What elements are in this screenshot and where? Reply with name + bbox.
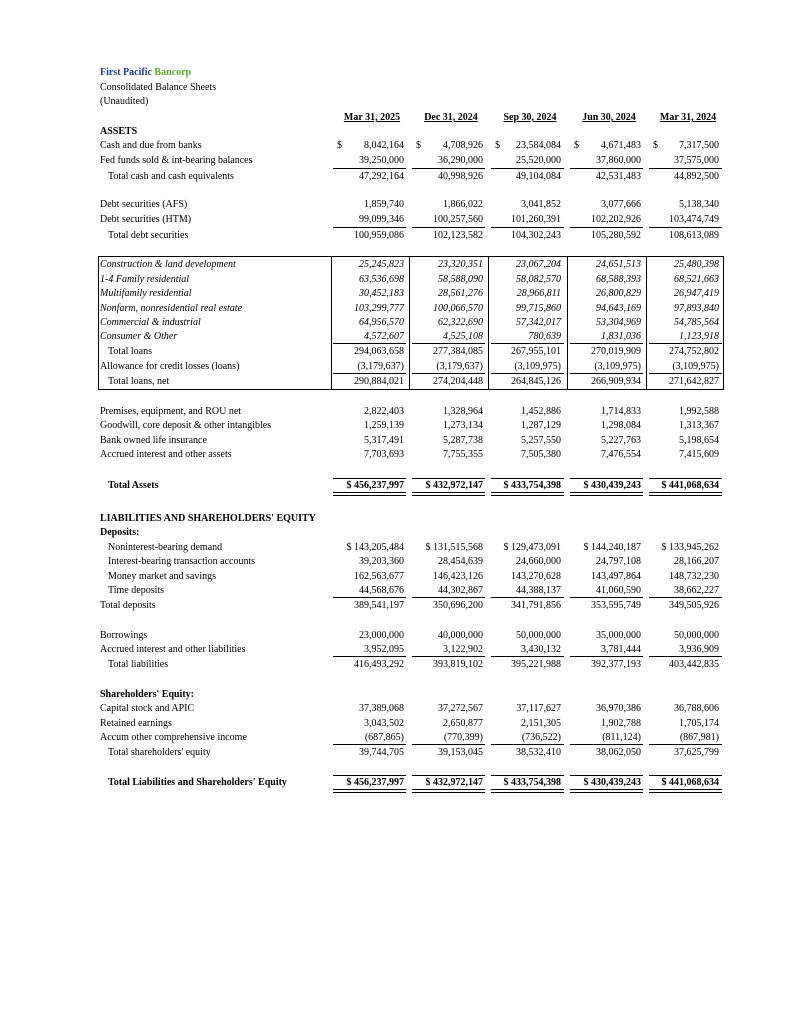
document-title: Consolidated Balance Sheets	[100, 82, 217, 93]
value-cell: 146,423,126	[433, 571, 483, 582]
value-cell: 349,505,926	[669, 600, 719, 611]
table-row	[0, 555, 791, 569]
rule-line	[333, 597, 406, 598]
value-cell: 7,755,355	[443, 449, 483, 460]
value-cell: 1,831,036	[601, 331, 641, 342]
table-row	[0, 154, 791, 168]
value-cell: 100,959,086	[354, 230, 404, 241]
value-cell: 5,287,738	[443, 435, 483, 446]
value-cell: 5,317,491	[364, 435, 404, 446]
column-headers	[0, 111, 791, 125]
value-cell: 4,525,108	[443, 331, 483, 342]
value-cell: 5,257,550	[521, 435, 561, 446]
row-label: Total debt securities	[108, 230, 189, 241]
value-cell: 44,388,137	[516, 585, 561, 596]
value-cell: 68,588,393	[596, 274, 641, 285]
row-label: Fed funds sold & int-bearing balances	[100, 155, 253, 166]
rule-line	[649, 775, 722, 776]
rule-line	[412, 744, 485, 745]
value-cell: 2,151,305	[521, 718, 561, 729]
value-cell: (3,109,975)	[514, 361, 561, 372]
table-row	[0, 419, 791, 433]
row-label: Cash and due from banks	[100, 140, 202, 151]
value-cell: (770,399)	[443, 732, 483, 743]
value-cell: 24,660,000	[516, 556, 561, 567]
value-cell: 162,563,677	[354, 571, 404, 582]
row-label: Debt securities (AFS)	[100, 199, 188, 210]
row-label: Debt securities (HTM)	[100, 214, 192, 225]
value-cell: 105,280,592	[591, 230, 641, 241]
value-cell: 30,452,183	[359, 288, 404, 299]
value-cell: 2,822,403	[364, 406, 404, 417]
value-cell: 28,454,639	[438, 556, 483, 567]
value-cell: 26,800,829	[596, 288, 641, 299]
value-cell: 4,572,607	[364, 331, 404, 342]
rule-line	[491, 227, 564, 228]
table-row	[0, 717, 791, 731]
row-label: Noninterest-bearing demand	[108, 542, 223, 553]
rule-line	[570, 656, 643, 657]
rule-line	[491, 597, 564, 598]
value-cell: 58,082,570	[516, 274, 561, 285]
table-row	[0, 541, 791, 555]
table-row	[0, 213, 791, 227]
value-cell: $ 433,754,398	[503, 777, 561, 788]
value-cell: 41,060,590	[596, 585, 641, 596]
value-cell: 37,575,000	[674, 155, 719, 166]
value-cell: 37,625,799	[674, 747, 719, 758]
value-cell: 37,117,627	[516, 703, 561, 714]
value-cell: 103,474,749	[669, 214, 719, 225]
value-cell: 5,227,763	[601, 435, 641, 446]
value-cell: 1,287,129	[521, 420, 561, 431]
value-cell: 3,936,909	[679, 644, 719, 655]
double-rule	[412, 492, 485, 496]
value-cell: 4,671,483	[601, 140, 641, 151]
value-cell: $ 430,439,243	[583, 777, 641, 788]
table-row	[0, 599, 791, 613]
value-cell: 7,317,500	[679, 140, 719, 151]
value-cell: 7,415,609	[679, 449, 719, 460]
value-cell: 39,744,705	[359, 747, 404, 758]
table-row	[0, 702, 791, 716]
table-row	[0, 229, 791, 243]
table-row	[0, 512, 791, 526]
table-row	[0, 125, 791, 139]
brand-part-1: First Pacific	[100, 67, 152, 78]
value-cell: 44,892,500	[674, 171, 719, 182]
value-cell: 341,791,856	[511, 600, 561, 611]
value-cell: 1,992,588	[679, 406, 719, 417]
value-cell: 1,866,022	[443, 199, 483, 210]
value-cell: 28,561,276	[438, 288, 483, 299]
value-cell: 274,752,802	[669, 346, 719, 357]
row-label: Commercial & industrial	[100, 317, 201, 328]
value-cell: 1,273,134	[443, 420, 483, 431]
rule-line	[333, 478, 406, 479]
column-header: Mar 31, 2025	[343, 112, 401, 123]
value-cell: 23,067,204	[516, 259, 561, 270]
column-header: Sep 30, 2024	[503, 112, 557, 123]
table-row	[0, 731, 791, 745]
row-label: ASSETS	[100, 126, 138, 137]
value-cell: (3,109,975)	[672, 361, 719, 372]
value-cell: 28,166,207	[674, 556, 719, 567]
double-rule	[333, 789, 406, 793]
value-cell: 395,221,988	[511, 659, 561, 670]
value-cell: 97,893,840	[674, 303, 719, 314]
value-cell: 1,714,833	[601, 406, 641, 417]
row-label: Deposits:	[100, 527, 140, 538]
row-label: Retained earnings	[100, 718, 172, 729]
value-cell: 1,452,886	[521, 406, 561, 417]
double-rule	[649, 789, 722, 793]
table-row	[0, 688, 791, 702]
table-row	[0, 776, 791, 790]
document-subtitle: (Unaudited)	[100, 96, 149, 107]
value-cell: 44,302,867	[438, 585, 483, 596]
value-cell: 353,595,749	[591, 600, 641, 611]
row-label: LIABILITIES AND SHAREHOLDERS' EQUITY	[100, 513, 316, 524]
table-row	[0, 479, 791, 493]
value-cell: (687,865)	[364, 732, 404, 743]
value-cell: 50,000,000	[516, 630, 561, 641]
value-cell: 416,493,292	[354, 659, 404, 670]
value-cell: 40,000,000	[438, 630, 483, 641]
row-label: Accrued interest and other liabilities	[100, 644, 246, 655]
value-cell: 68,521,663	[674, 274, 719, 285]
value-cell: 24,797,108	[596, 556, 641, 567]
rule-line	[570, 744, 643, 745]
rule-line	[412, 478, 485, 479]
rule-line	[491, 656, 564, 657]
double-rule	[649, 492, 722, 496]
row-label: Capital stock and APIC	[100, 703, 195, 714]
currency-sign: $	[337, 140, 342, 151]
value-cell: 389,541,197	[354, 600, 404, 611]
value-cell: 264,845,126	[511, 376, 561, 387]
value-cell: 148,732,230	[669, 571, 719, 582]
double-rule	[412, 789, 485, 793]
value-cell: $ 441,068,634	[661, 480, 719, 491]
double-rule	[491, 492, 564, 496]
value-cell: 50,000,000	[674, 630, 719, 641]
rule-line	[333, 168, 406, 169]
rule-line	[333, 775, 406, 776]
value-cell: 49,104,084	[516, 171, 561, 182]
value-cell: 403,442,835	[669, 659, 719, 670]
value-cell: 39,203,360	[359, 556, 404, 567]
value-cell: 35,000,000	[596, 630, 641, 641]
table-row	[0, 198, 791, 212]
double-rule	[570, 789, 643, 793]
value-cell: (3,179,637)	[436, 361, 483, 372]
value-cell: 780,639	[528, 331, 561, 342]
value-cell: 26,947,419	[674, 288, 719, 299]
rule-line	[649, 227, 722, 228]
value-cell: 28,966,811	[516, 288, 561, 299]
value-cell: 3,043,502	[364, 718, 404, 729]
value-cell: $ 144,240,187	[583, 542, 641, 553]
value-cell: 36,290,000	[438, 155, 483, 166]
rule-line	[649, 656, 722, 657]
value-cell: 1,902,788	[601, 718, 641, 729]
value-cell: 44,568,676	[359, 585, 404, 596]
row-label: Money market and savings	[108, 571, 217, 582]
column-divider	[331, 256, 332, 390]
rule-line	[649, 744, 722, 745]
value-cell: $ 131,515,568	[425, 542, 483, 553]
brand-part-2: Bancorp	[154, 67, 192, 78]
column-divider	[409, 256, 410, 390]
value-cell: 64,956,570	[359, 317, 404, 328]
row-label: Borrowings	[100, 630, 148, 641]
value-cell: 1,298,084	[601, 420, 641, 431]
table-row	[0, 746, 791, 760]
value-cell: 37,272,567	[438, 703, 483, 714]
table-row	[0, 629, 791, 643]
value-cell: 99,715,860	[516, 303, 561, 314]
value-cell: 23,584,084	[516, 140, 561, 151]
value-cell: 24,651,513	[596, 259, 641, 270]
value-cell: 143,270,628	[511, 571, 561, 582]
value-cell: 47,292,164	[359, 171, 404, 182]
value-cell: (811,124)	[602, 732, 641, 743]
value-cell: 100,257,560	[433, 214, 483, 225]
value-cell: 25,480,398	[674, 259, 719, 270]
row-label: Bank owned life insurance	[100, 435, 207, 446]
row-label: Total deposits	[100, 600, 156, 611]
value-cell: 1,705,174	[679, 718, 719, 729]
value-cell: 101,260,391	[511, 214, 561, 225]
rule-line	[491, 478, 564, 479]
value-cell: 39,250,000	[359, 155, 404, 166]
row-label: Consumer & Other	[100, 331, 178, 342]
value-cell: 3,077,666	[601, 199, 641, 210]
value-cell: 393,819,102	[433, 659, 483, 670]
rule-line	[649, 168, 722, 169]
value-cell: 100,066,570	[433, 303, 483, 314]
rule-line	[412, 168, 485, 169]
column-header: Dec 31, 2024	[424, 112, 478, 123]
value-cell: 3,952,095	[364, 644, 404, 655]
value-cell: 36,970,386	[596, 703, 641, 714]
column-divider	[567, 256, 568, 390]
value-cell: 36,788,606	[674, 703, 719, 714]
value-cell: (736,522)	[521, 732, 561, 743]
value-cell: 270,019,909	[591, 346, 641, 357]
row-label: Accrued interest and other assets	[100, 449, 232, 460]
rule-line	[333, 744, 406, 745]
value-cell: 350,696,200	[433, 600, 483, 611]
value-cell: 1,259,139	[364, 420, 404, 431]
rule-line	[570, 775, 643, 776]
row-label: Accum other comprehensive income	[100, 732, 247, 743]
value-cell: 102,202,926	[591, 214, 641, 225]
value-cell: (3,179,637)	[357, 361, 404, 372]
value-cell: 63,536,698	[359, 274, 404, 285]
rule-line	[649, 478, 722, 479]
double-rule	[491, 789, 564, 793]
value-cell: 3,041,852	[521, 199, 561, 210]
currency-sign: $	[416, 140, 421, 151]
value-cell: 3,430,132	[521, 644, 561, 655]
table-row	[0, 139, 791, 153]
value-cell: (3,109,975)	[594, 361, 641, 372]
rule-line	[491, 168, 564, 169]
value-cell: $ 432,972,147	[425, 777, 483, 788]
value-cell: (867,981)	[679, 732, 719, 743]
value-cell: 1,123,918	[679, 331, 719, 342]
rule-line	[491, 744, 564, 745]
value-cell: 42,531,483	[596, 171, 641, 182]
value-cell: 94,643,169	[596, 303, 641, 314]
table-row	[0, 658, 791, 672]
column-header: Jun 30, 2024	[582, 112, 636, 123]
table-row	[0, 584, 791, 598]
value-cell: 7,476,554	[601, 449, 641, 460]
value-cell: 277,384,085	[433, 346, 483, 357]
value-cell: $ 143,205,484	[346, 542, 404, 553]
rule-line	[412, 597, 485, 598]
value-cell: 8,042,164	[364, 140, 404, 151]
value-cell: $ 133,945,262	[661, 542, 719, 553]
rule-line	[570, 597, 643, 598]
value-cell: 53,304,969	[596, 317, 641, 328]
value-cell: 103,299,777	[354, 303, 404, 314]
value-cell: 102,123,582	[433, 230, 483, 241]
table-row	[0, 448, 791, 462]
value-cell: 271,642,827	[669, 376, 719, 387]
row-label: Total loans, net	[108, 376, 170, 387]
value-cell: 38,062,050	[596, 747, 641, 758]
row-label: Allowance for credit losses (loans)	[100, 361, 240, 372]
table-row	[0, 405, 791, 419]
row-label: Time deposits	[108, 585, 165, 596]
rule-line	[412, 656, 485, 657]
row-label: Multifamily residential	[100, 288, 192, 299]
value-cell: 1,328,964	[443, 406, 483, 417]
rule-line	[570, 227, 643, 228]
row-label: Premises, equipment, and ROU net	[100, 406, 242, 417]
table-row	[0, 170, 791, 184]
value-cell: 23,320,351	[438, 259, 483, 270]
rule-line	[491, 775, 564, 776]
row-label: Shareholders' Equity:	[100, 689, 194, 700]
row-label: Total Liabilities and Shareholders' Equity	[108, 777, 287, 788]
table-row	[0, 434, 791, 448]
rule-line	[412, 775, 485, 776]
value-cell: 58,588,090	[438, 274, 483, 285]
row-label: Total shareholders' equity	[108, 747, 211, 758]
rule-line	[333, 227, 406, 228]
value-cell: 23,000,000	[359, 630, 404, 641]
value-cell: 5,138,340	[679, 199, 719, 210]
row-label: Goodwill, core deposit & other intangibles	[100, 420, 272, 431]
loans-box	[98, 256, 724, 390]
value-cell: 54,785,564	[674, 317, 719, 328]
value-cell: 40,998,926	[438, 171, 483, 182]
value-cell: 37,389,068	[359, 703, 404, 714]
value-cell: 39,153,045	[438, 747, 483, 758]
value-cell: 392,377,193	[591, 659, 641, 670]
row-label: Total Assets	[108, 480, 159, 491]
value-cell: 38,532,410	[516, 747, 561, 758]
row-label: Total loans	[108, 346, 153, 357]
value-cell: 62,322,690	[438, 317, 483, 328]
row-label: 1-4 Family residential	[100, 274, 190, 285]
value-cell: 274,204,448	[433, 376, 483, 387]
rule-line	[570, 478, 643, 479]
rule-line	[570, 168, 643, 169]
column-divider	[488, 256, 489, 390]
currency-sign: $	[574, 140, 579, 151]
value-cell: $ 433,754,398	[503, 480, 561, 491]
double-rule	[570, 492, 643, 496]
rule-line	[649, 597, 722, 598]
value-cell: 3,122,902	[443, 644, 483, 655]
value-cell: $ 456,237,997	[346, 480, 404, 491]
value-cell: 57,342,017	[516, 317, 561, 328]
value-cell: 25,520,000	[516, 155, 561, 166]
row-label: Total liabilities	[108, 659, 169, 670]
value-cell: 5,198,654	[679, 435, 719, 446]
value-cell: 266,909,934	[591, 376, 641, 387]
value-cell: 25,245,823	[359, 259, 404, 270]
currency-sign: $	[653, 140, 658, 151]
company-name	[100, 67, 191, 79]
value-cell: 290,884,021	[354, 376, 404, 387]
value-cell: 143,497,864	[591, 571, 641, 582]
table-row	[0, 570, 791, 584]
value-cell: 2,650,877	[443, 718, 483, 729]
value-cell: 99,099,346	[359, 214, 404, 225]
value-cell: 1,313,367	[679, 420, 719, 431]
value-cell: 4,708,926	[443, 140, 483, 151]
value-cell: 294,063,658	[354, 346, 404, 357]
table-row	[0, 643, 791, 657]
row-label: Construction & land development	[100, 259, 236, 270]
value-cell: 104,302,243	[511, 230, 561, 241]
double-rule	[333, 492, 406, 496]
value-cell: 267,955,101	[511, 346, 561, 357]
value-cell: $ 432,972,147	[425, 480, 483, 491]
value-cell: 7,505,380	[521, 449, 561, 460]
value-cell: $ 129,473,091	[503, 542, 561, 553]
row-label: Total cash and cash equivalents	[108, 171, 234, 182]
column-header: Mar 31, 2024	[659, 112, 717, 123]
rule-line	[412, 227, 485, 228]
value-cell: 108,613,089	[669, 230, 719, 241]
value-cell: 1,859,740	[364, 199, 404, 210]
value-cell: $ 441,068,634	[661, 777, 719, 788]
value-cell: 38,662,227	[674, 585, 719, 596]
value-cell: 7,703,693	[364, 449, 404, 460]
table-row	[0, 526, 791, 540]
value-cell: 3,781,444	[601, 644, 641, 655]
column-divider	[646, 256, 647, 390]
row-label: Interest-bearing transaction accounts	[108, 556, 256, 567]
value-cell: 37,860,000	[596, 155, 641, 166]
currency-sign: $	[495, 140, 500, 151]
row-label: Nonfarm, nonresidential real estate	[100, 303, 243, 314]
value-cell: $ 430,439,243	[583, 480, 641, 491]
value-cell: $ 456,237,997	[346, 777, 404, 788]
rule-line	[333, 656, 406, 657]
